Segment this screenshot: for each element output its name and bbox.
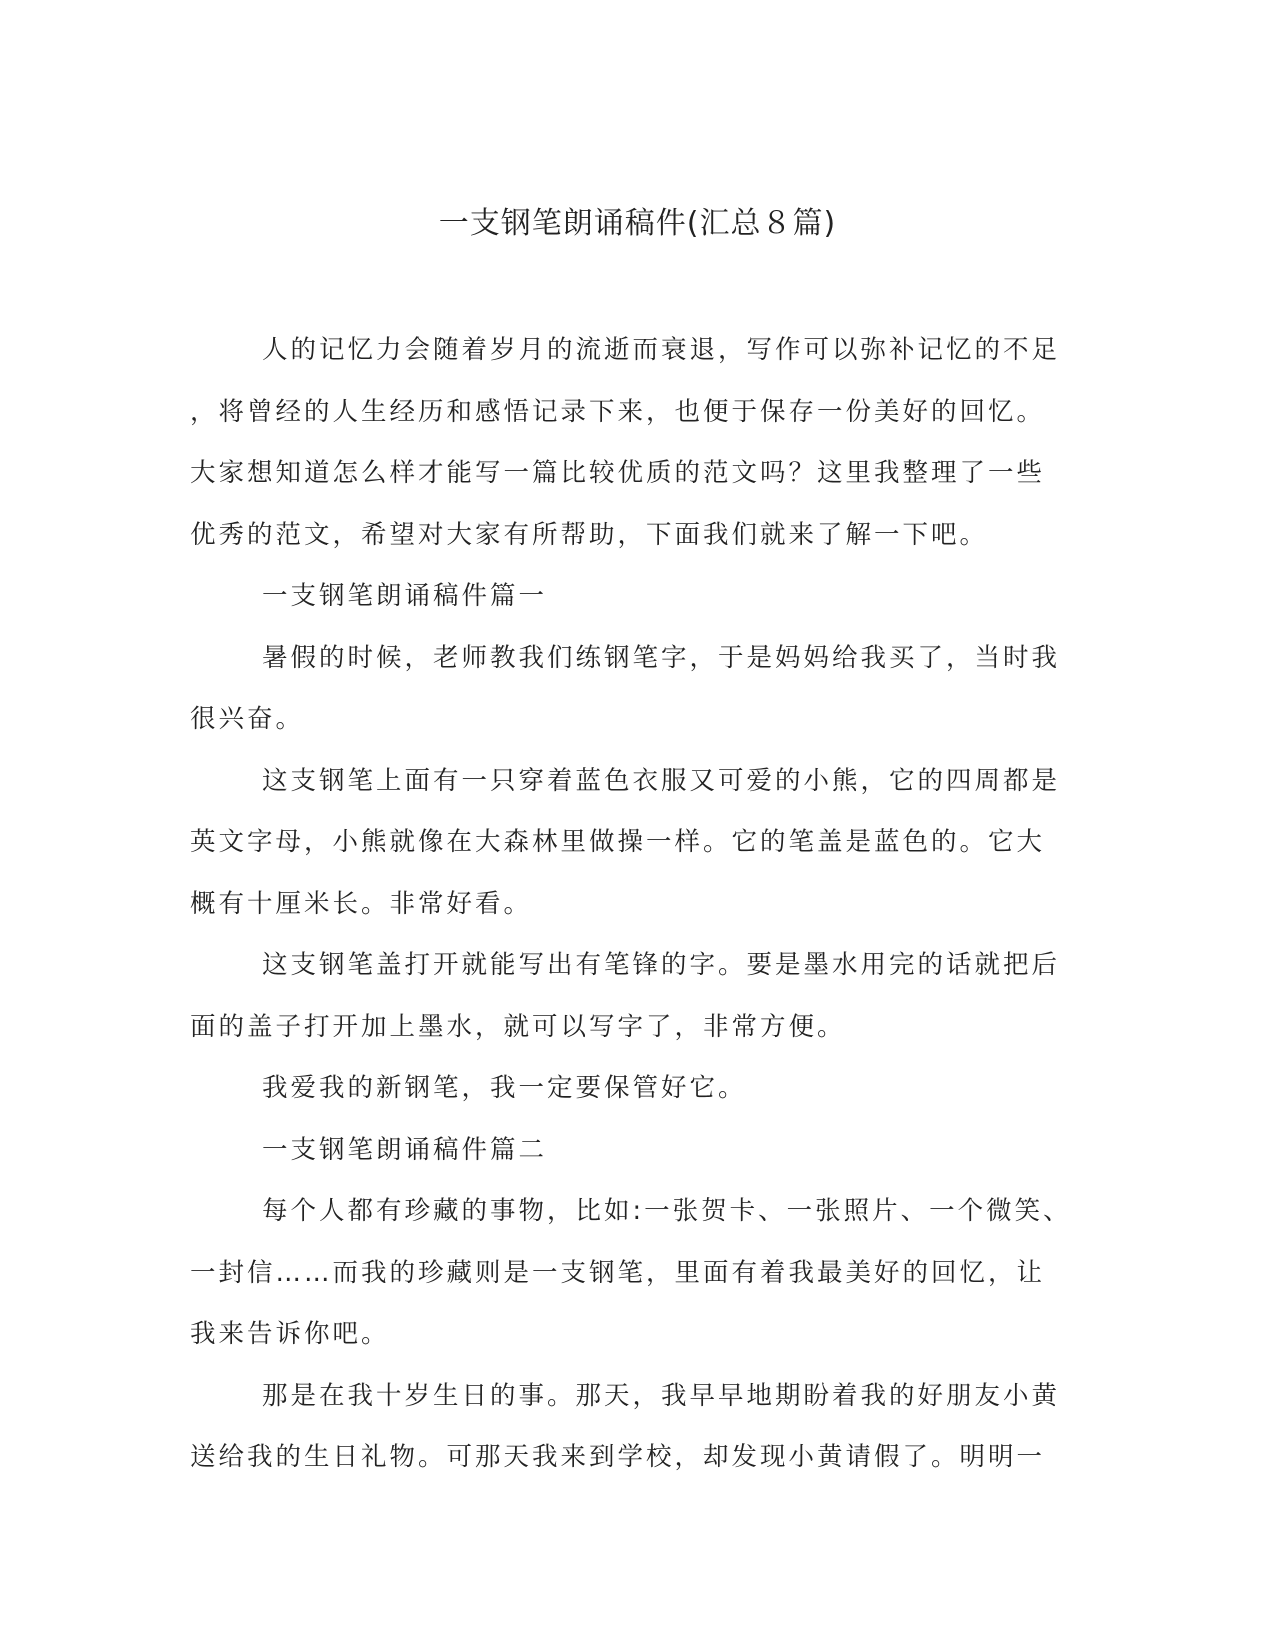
text-line: 英文字母，小熊就像在大森林里做操一样。它的笔盖是蓝色的。它大 — [190, 827, 1046, 857]
text-line: 这支钢笔上面有一只穿着蓝色衣服又可爱的小熊，它的四周都是 — [262, 765, 1061, 796]
text-line: 这支钢笔盖打开就能写出有笔锋的字。要是墨水用完的话就把后 — [262, 950, 1061, 980]
text-line: 面的盖子打开加上墨水，就可以写字了，非常方便。 — [190, 1011, 846, 1042]
text-line: 一封信……而我的珍藏则是一支钢笔，里面有着我最美好的回忆，让 — [190, 1257, 1046, 1288]
text-line: 概有十厘米长。非常好看。 — [190, 888, 533, 919]
text-line: 我来告诉你吧。 — [190, 1319, 390, 1349]
text-line: 一支钢笔朗诵稿件篇一 — [262, 581, 548, 611]
text-line: ，将曾经的人生经历和感悟记录下来，也便于保存一份美好的回忆。 — [190, 396, 1046, 427]
text-line: 很兴奋。 — [190, 704, 305, 734]
text-line: 优秀的范文，希望对大家有所帮助，下面我们就来了解一下吧。 — [190, 519, 989, 550]
text-line: 送给我的生日礼物。可那天我来到学校，却发现小黄请假了。明明一 — [190, 1442, 1046, 1472]
text-line: 大家想知道怎么样才能写一篇比较优质的范文吗？这里我整理了一些 — [190, 458, 1046, 488]
text-line: 人的记忆力会随着岁月的流逝而衰退，写作可以弥补记忆的不足 — [262, 335, 1061, 365]
text-line: 那是在我十岁生日的事。那天，我早早地期盼着我的好朋友小黄 — [262, 1380, 1061, 1411]
text-line: 我爱我的新钢笔，我一定要保管好它。 — [262, 1073, 747, 1103]
text-line: 暑假的时候，老师教我们练钢笔字，于是妈妈给我买了，当时我 — [262, 642, 1061, 673]
text-line: 每个人都有珍藏的事物，比如:一张贺卡、一张照片、一个微笑、 — [262, 1196, 1072, 1226]
document-body — [190, 330, 1080, 1499]
document-title: 一支钢笔朗诵稿件(汇总８篇) — [438, 206, 837, 241]
text-line: 一支钢笔朗诵稿件篇二 — [262, 1134, 548, 1165]
